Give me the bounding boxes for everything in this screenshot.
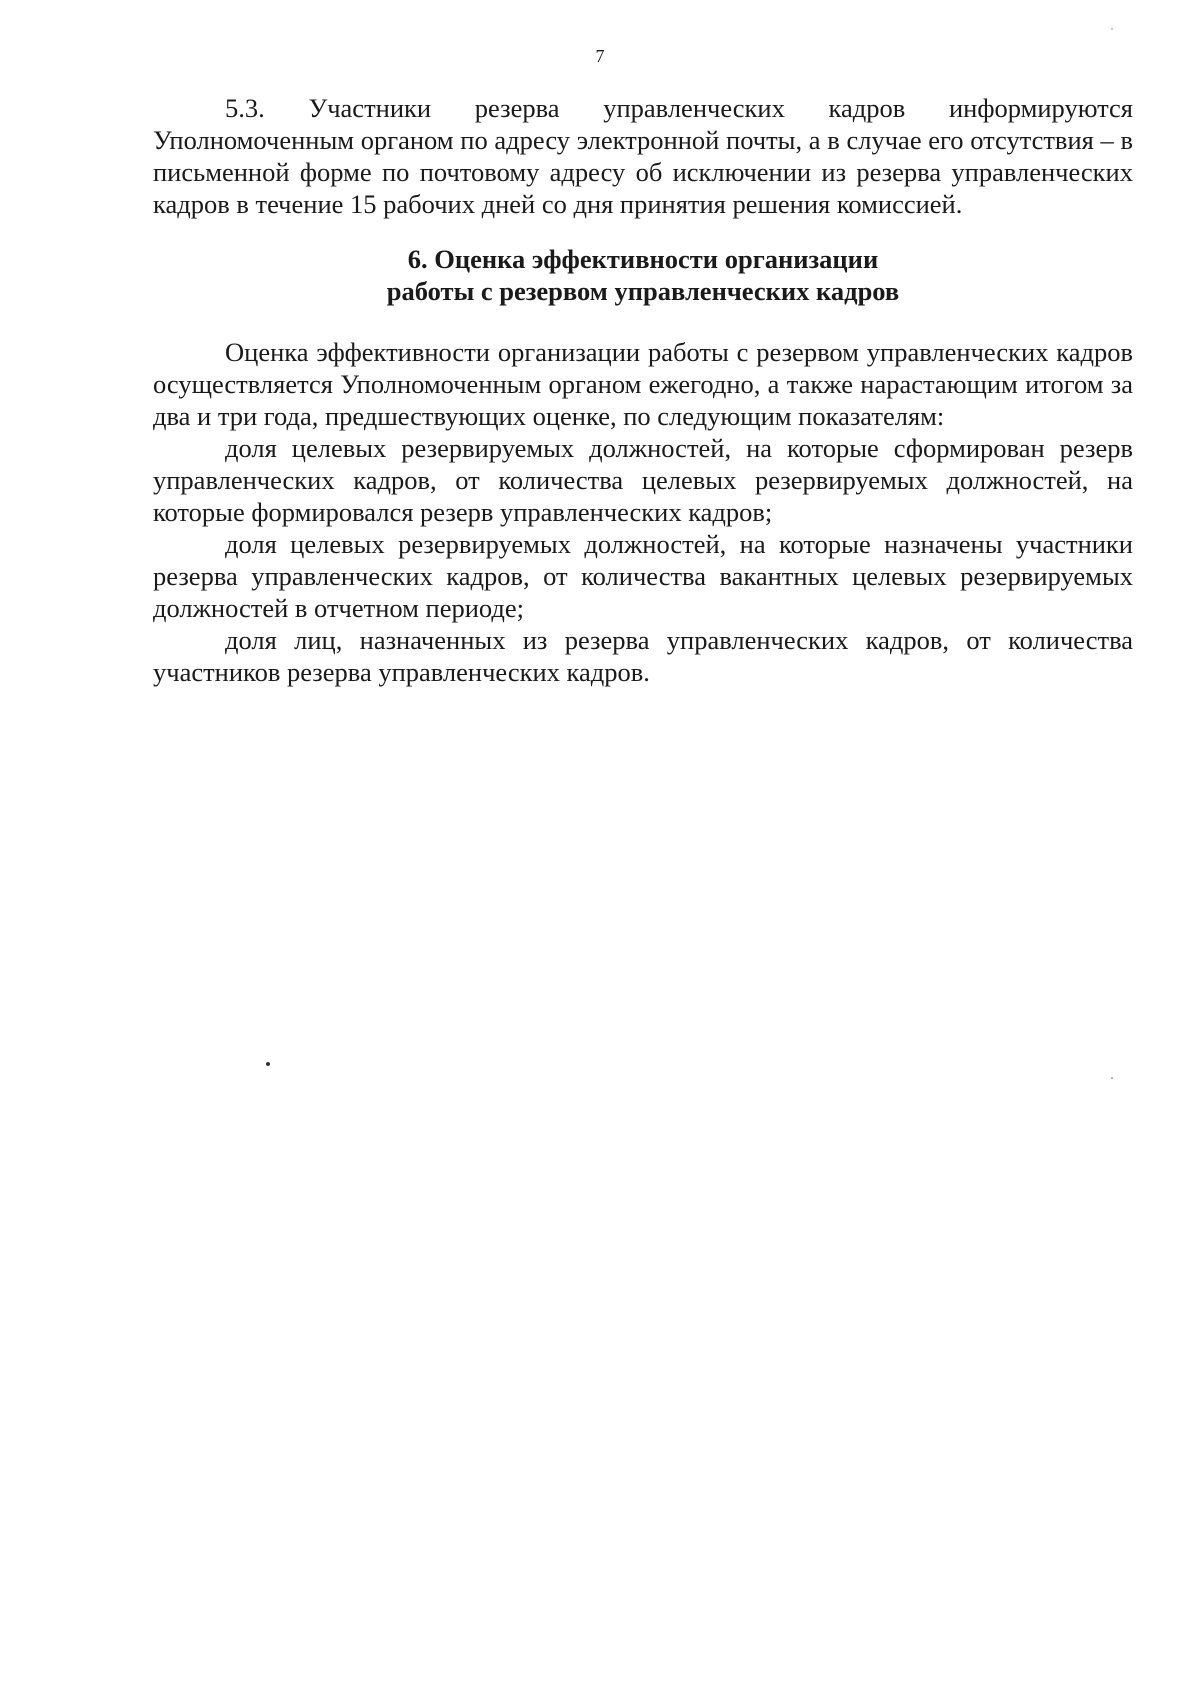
scan-speck — [266, 1062, 270, 1066]
indicator-paragraph-3: доля лиц, назначенных из резерва управленческих кадров, от количества участников резерва управленческих кадров. — [153, 625, 1133, 687]
section-heading — [153, 243, 1133, 307]
scan-speck — [1111, 1077, 1113, 1079]
scan-speck — [1111, 28, 1113, 30]
section-intro-paragraph: Оценка эффективности организации работы с резервом управленческих кадров осуществляется Уполномоченным органом ежегодно, а также нарастающим итогом за два и три года, предшествующих оценке, по следующим показателям: — [153, 337, 1133, 431]
section-heading-line-2: работы с резервом управленческих кадров — [386, 276, 900, 306]
page-number: 7 — [595, 46, 605, 66]
paragraph-5-3: 5.3. Участники резерва управленческих кадров информируются Уполномоченным органом по адресу электронной почты, а в случае его отсутствия – в письменной форме по почтовому адресу об исключении из резерва управленческих кадров в течение 15 рабочих дней со дня принятия решения комиссией. — [153, 93, 1133, 219]
section-heading-line-1: 6. Оценка эффективности организации — [407, 244, 879, 274]
indicator-paragraph-2: доля целевых резервируемых должностей, на которые назначены участники резерва управленческих кадров, от количества вакантных целевых резервируемых должностей в отчетном периоде; — [153, 529, 1133, 623]
indicator-paragraph-1: доля целевых резервируемых должностей, на которые сформирован резерв управленческих кадров, от количества целевых резервируемых должностей, на которые формировался резерв управленческих кадров; — [153, 433, 1133, 527]
document-body — [153, 92, 1133, 688]
